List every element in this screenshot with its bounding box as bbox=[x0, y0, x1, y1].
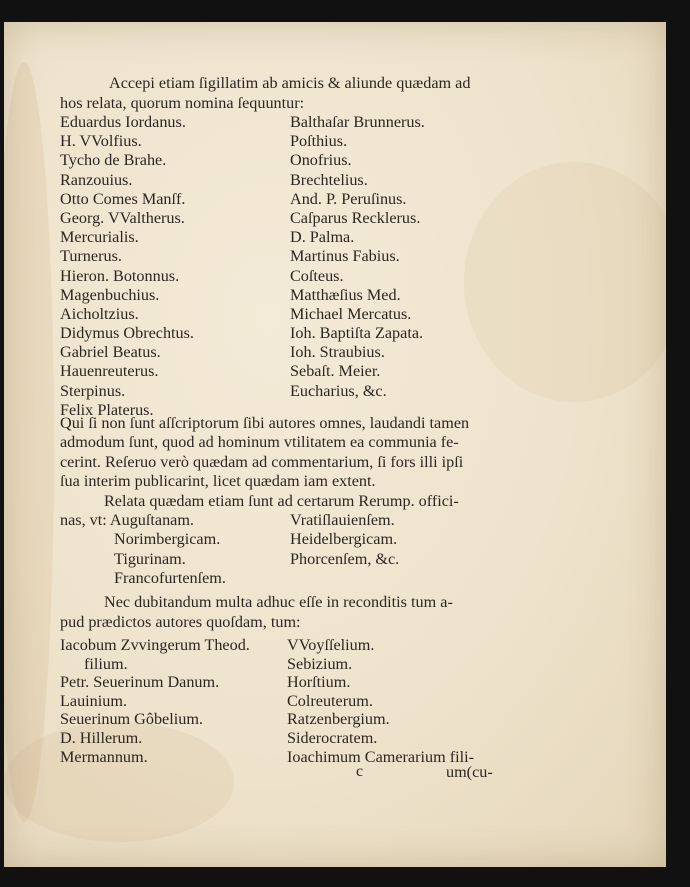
officina-entry: Heidelbergicam. bbox=[290, 530, 398, 549]
final-entry: Petr. Seuerinum Danum. bbox=[60, 673, 220, 692]
paragraph-line: ſua interim publicarint, licet quædam iam extent. bbox=[60, 472, 376, 491]
final-entry: Ioachimum Camerarium fili- bbox=[287, 747, 474, 766]
officina-right-column bbox=[290, 511, 399, 569]
name-entry: Poſthius. bbox=[290, 132, 348, 151]
name-entry: Mercurialis. bbox=[60, 228, 139, 247]
name-entry: Didymus Obrechtus. bbox=[60, 324, 194, 343]
name-entry: Balthaſar Brunnerus. bbox=[290, 113, 425, 131]
paragraph-reconditis-2: pud prædictos autores quoſdam, tum: bbox=[60, 613, 301, 631]
name-entry: Otto Comes Manſf. bbox=[60, 189, 186, 208]
final-entry: Colreuterum. bbox=[287, 691, 373, 710]
name-entry: Caſparus Recklerus. bbox=[290, 208, 421, 227]
name-entry: Turnerus. bbox=[60, 247, 122, 266]
name-entry: Eucharius, &c. bbox=[290, 381, 387, 400]
name-entry: Tycho de Brahe. bbox=[60, 151, 167, 170]
final-entry: Horſtium. bbox=[287, 673, 351, 692]
name-entry: Onofrius. bbox=[290, 151, 352, 170]
name-entry: And. P. Peruſinus. bbox=[290, 189, 407, 208]
name-entry: Eduardus Iordanus. bbox=[60, 113, 186, 131]
officina-entry: nas, vt: Auguſtanam. bbox=[60, 511, 194, 529]
name-entry: Coſteus. bbox=[290, 266, 344, 285]
names-left-column bbox=[60, 113, 194, 420]
final-entry: Siderocratem. bbox=[287, 728, 378, 747]
officina-entry: Tigurinam. bbox=[114, 549, 186, 568]
name-entry: Gabriel Beatus. bbox=[60, 343, 161, 362]
name-entry: Brechtelius. bbox=[290, 170, 368, 189]
name-entry: Aicholtzius. bbox=[60, 304, 139, 323]
final-entry: Sebizium. bbox=[287, 654, 353, 673]
officina-entry: Francofurtenſem. bbox=[114, 569, 226, 588]
name-entry: Michael Mercatus. bbox=[290, 304, 412, 323]
final-left-column bbox=[60, 636, 250, 766]
name-entry: Sterpinus. bbox=[60, 381, 126, 400]
name-entry: H. VVolfius. bbox=[60, 132, 142, 151]
final-entry: VVoyſſelium. bbox=[287, 636, 375, 654]
paragraph-line: cerint. Reſeruo verò quædam ad commentarium, ſi fors illi ipſi bbox=[60, 452, 464, 471]
name-entry: Hauenreuterus. bbox=[60, 362, 159, 381]
intro-line-2: hos relata, quorum nomina ſequuntur: bbox=[60, 94, 305, 112]
page-stain bbox=[464, 162, 666, 402]
page-stain bbox=[4, 62, 54, 822]
officina-entry: Phorcenſem, &c. bbox=[290, 549, 400, 568]
officina-intro: Relata quædam etiam ſunt ad certarum Rerump. offici- bbox=[104, 492, 459, 510]
name-entry: Hieron. Botonnus. bbox=[60, 266, 180, 285]
name-entry: D. Palma. bbox=[290, 228, 355, 247]
final-entry: Lauinium. bbox=[60, 691, 127, 710]
name-entry: Ioh. Baptiſta Zapata. bbox=[290, 324, 424, 343]
officina-left-column bbox=[60, 511, 226, 589]
signature-mark: c bbox=[356, 763, 364, 780]
final-entry: Seuerinum Gôbelium. bbox=[60, 710, 203, 729]
catchword: um(cu- bbox=[446, 763, 493, 781]
paragraph-line: Qui ſi non ſunt aſſcriptorum ſibi autores omnes, laudandi tamen bbox=[60, 414, 470, 432]
names-right-column bbox=[290, 113, 425, 401]
book-page bbox=[4, 22, 666, 867]
name-entry: Georg. VValtherus. bbox=[60, 208, 185, 227]
final-right-column bbox=[287, 636, 474, 766]
name-entry: Matthæſius Med. bbox=[290, 285, 401, 304]
final-entry: D. Hillerum. bbox=[60, 728, 143, 747]
name-entry: Sebaſt. Meier. bbox=[290, 362, 381, 381]
paragraph-reconditis-1: Nec dubitandum multa adhuc eſſe in reconditis tum a- bbox=[104, 593, 453, 611]
final-entry: Mermannum. bbox=[60, 747, 148, 766]
name-entry: Martinus Fabius. bbox=[290, 247, 400, 266]
final-entry: Iacobum Zvvingerum Theod. bbox=[60, 636, 250, 654]
name-entry: Felix Platerus. bbox=[60, 400, 154, 419]
name-entry: Magenbuchius. bbox=[60, 285, 160, 304]
final-entry: Ratzenbergium. bbox=[287, 710, 390, 729]
paragraph-line: admodum ſunt, quod ad hominum vtilitatem ea communia fe- bbox=[60, 433, 459, 452]
officina-entry: Norimbergicam. bbox=[114, 530, 221, 549]
final-entry: filium. bbox=[84, 654, 128, 673]
paragraph-authors bbox=[60, 414, 469, 492]
officina-entry: Vratiſlauienſem. bbox=[290, 511, 395, 529]
name-entry: Ranzouius. bbox=[60, 170, 133, 189]
name-entry: Ioh. Straubius. bbox=[290, 343, 385, 362]
intro-line-1: Accepi etiam ſigillatim ab amicis & aliunde quædam ad bbox=[109, 74, 471, 92]
